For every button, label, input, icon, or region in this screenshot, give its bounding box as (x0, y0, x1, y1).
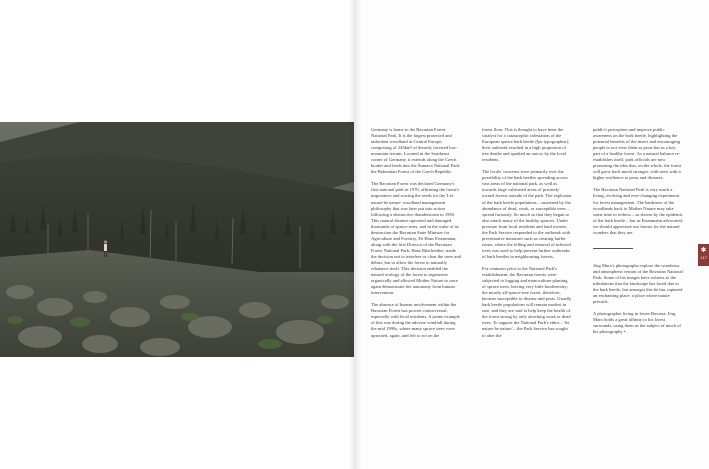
paragraph: For centuries prior to the National Park's establishment, the Bavarian forests were subjected to logging and monoculture planting of spruce trees, leaving very little biodiversity; the mostly all-spruce-tree forest, therefore, became susceptible to disease and pests. Usually bark beetle populations will remain modest in size, and they are said to help keep the health of the forest strong by only attacking weak or dead trees. To support the National Park's ethos – 'let nature be nature' – the Park Service has sought to alter the (482, 265, 572, 338)
paragraph: public's perception and improve public awareness on the bark beetle, highlighting the potential benefits of the insect and encouraging people to not view them as pests but as a key part of a healthy forest. As a natural balance re-establishes itself, park officials are now promoting the idea that, on the whole, the forest will grow back much stronger, with trees with a higher resilience to pests and diseases. (593, 127, 682, 181)
forest-photo-illustration (0, 122, 354, 357)
text-column-1 (371, 127, 461, 345)
paragraph: Germany is home to the Bavarian Forest National Park. It is the largest protected and unbroken woodland in Central Europe, comprising of 243km² of densely forested low-mountain terrain. Located in the Southeast corner of Germany, it extends along the Czech border and feeds into the Šumava National Park: the Bohemian Forest of the Czech Republic. (371, 127, 461, 175)
photographer-bio: A photographer living in lower Bavaria, Jörg Marx holds a great affinity to his forest surrounds, using them as the subject of much of his photography • (593, 311, 681, 335)
text-column-2 (482, 127, 572, 345)
text-column-3 (593, 127, 683, 341)
forest-photograph (0, 122, 354, 357)
page-number: 117 (700, 256, 707, 260)
paragraph: The locals' concerns were primarily over the possibility of the bark beetles spreading across vast areas of the national park, as well as towards large cultivated areas of privately owned forests outside of the park. The explosion of the bark beetle populations – sustained by the abundance of dead, weak, or susceptible trees – spread furiously. So much so that they began to also attack many of the healthy spruces. Under pressure from local residents and land owners, the Park Service responded to the outbreak with preventative measures such as creating buffer zones, where the felling and removal of infected trees was used to help prevent further outbreaks of bark beetles in neighbouring forests. (482, 169, 572, 259)
photographer-note: Jörg Marx's photographs explore the wondrous and atmospheric terrain of the Bavarian National Park. Some of his images have witness to the tribulations that the landscape has faced due to the bark beetle, but amongst this he has captured an enchanting place; a place where nature prevails. (593, 262, 683, 305)
section-divider (593, 248, 633, 249)
book-gutter (348, 0, 362, 469)
paragraph: The absence of human involvement within the Bavarian Forest has proven controversial, especially with local residents. A prime example of this was during the adverse windfall during the mid 1990s, where many spruce trees were uprooted, again, and left to rot on the (371, 302, 460, 338)
section-tab (698, 244, 709, 266)
asterisk-icon: ✱ (700, 246, 707, 254)
paragraph: The Bavarian Forest was declared Germany's first national park in 1970, affirming the forest's importance and sowing the seeds for the 'Let nature be nature' woodland management philosophy that was later put into action following a destructive thunderstorm in 1983. This natural disaster uprooted and damaged thousands of spruce trees, and in the wake of its destruction the Bavarian State Minister for Agriculture and Forestry, Dr Hans Eisenmann, along with the first Director of the Bavarian Forest National Park, Hans Bibelriether, made the decision not to interfere or clear the trees and debris, but to allow the forest to naturally rebalance itself. This decision enabled the natural ecology of the forest to regenerate organically and allowed Mother Nature to once again demonstrate her autonomy from human intervention. (371, 181, 461, 296)
paragraph: forest floor. This is thought to have been the catalyst for a catastrophic infestation of the European spruce bark beetle (Ips typographus); their outbreak resulted in a high proportion of tree deaths and sparked an outcry by the local residents. (482, 127, 570, 163)
paragraph: The Bavarian National Park is very much a living, evolving and ever-changing experiment for forest management. The hardiness of the woodlands back to Mother Nature may take some time to redress – as shown by the epidemic of the bark beetle – but as Eisenmann advocated, we should appreciate our forests for the natural wonders that they are. (593, 187, 683, 235)
